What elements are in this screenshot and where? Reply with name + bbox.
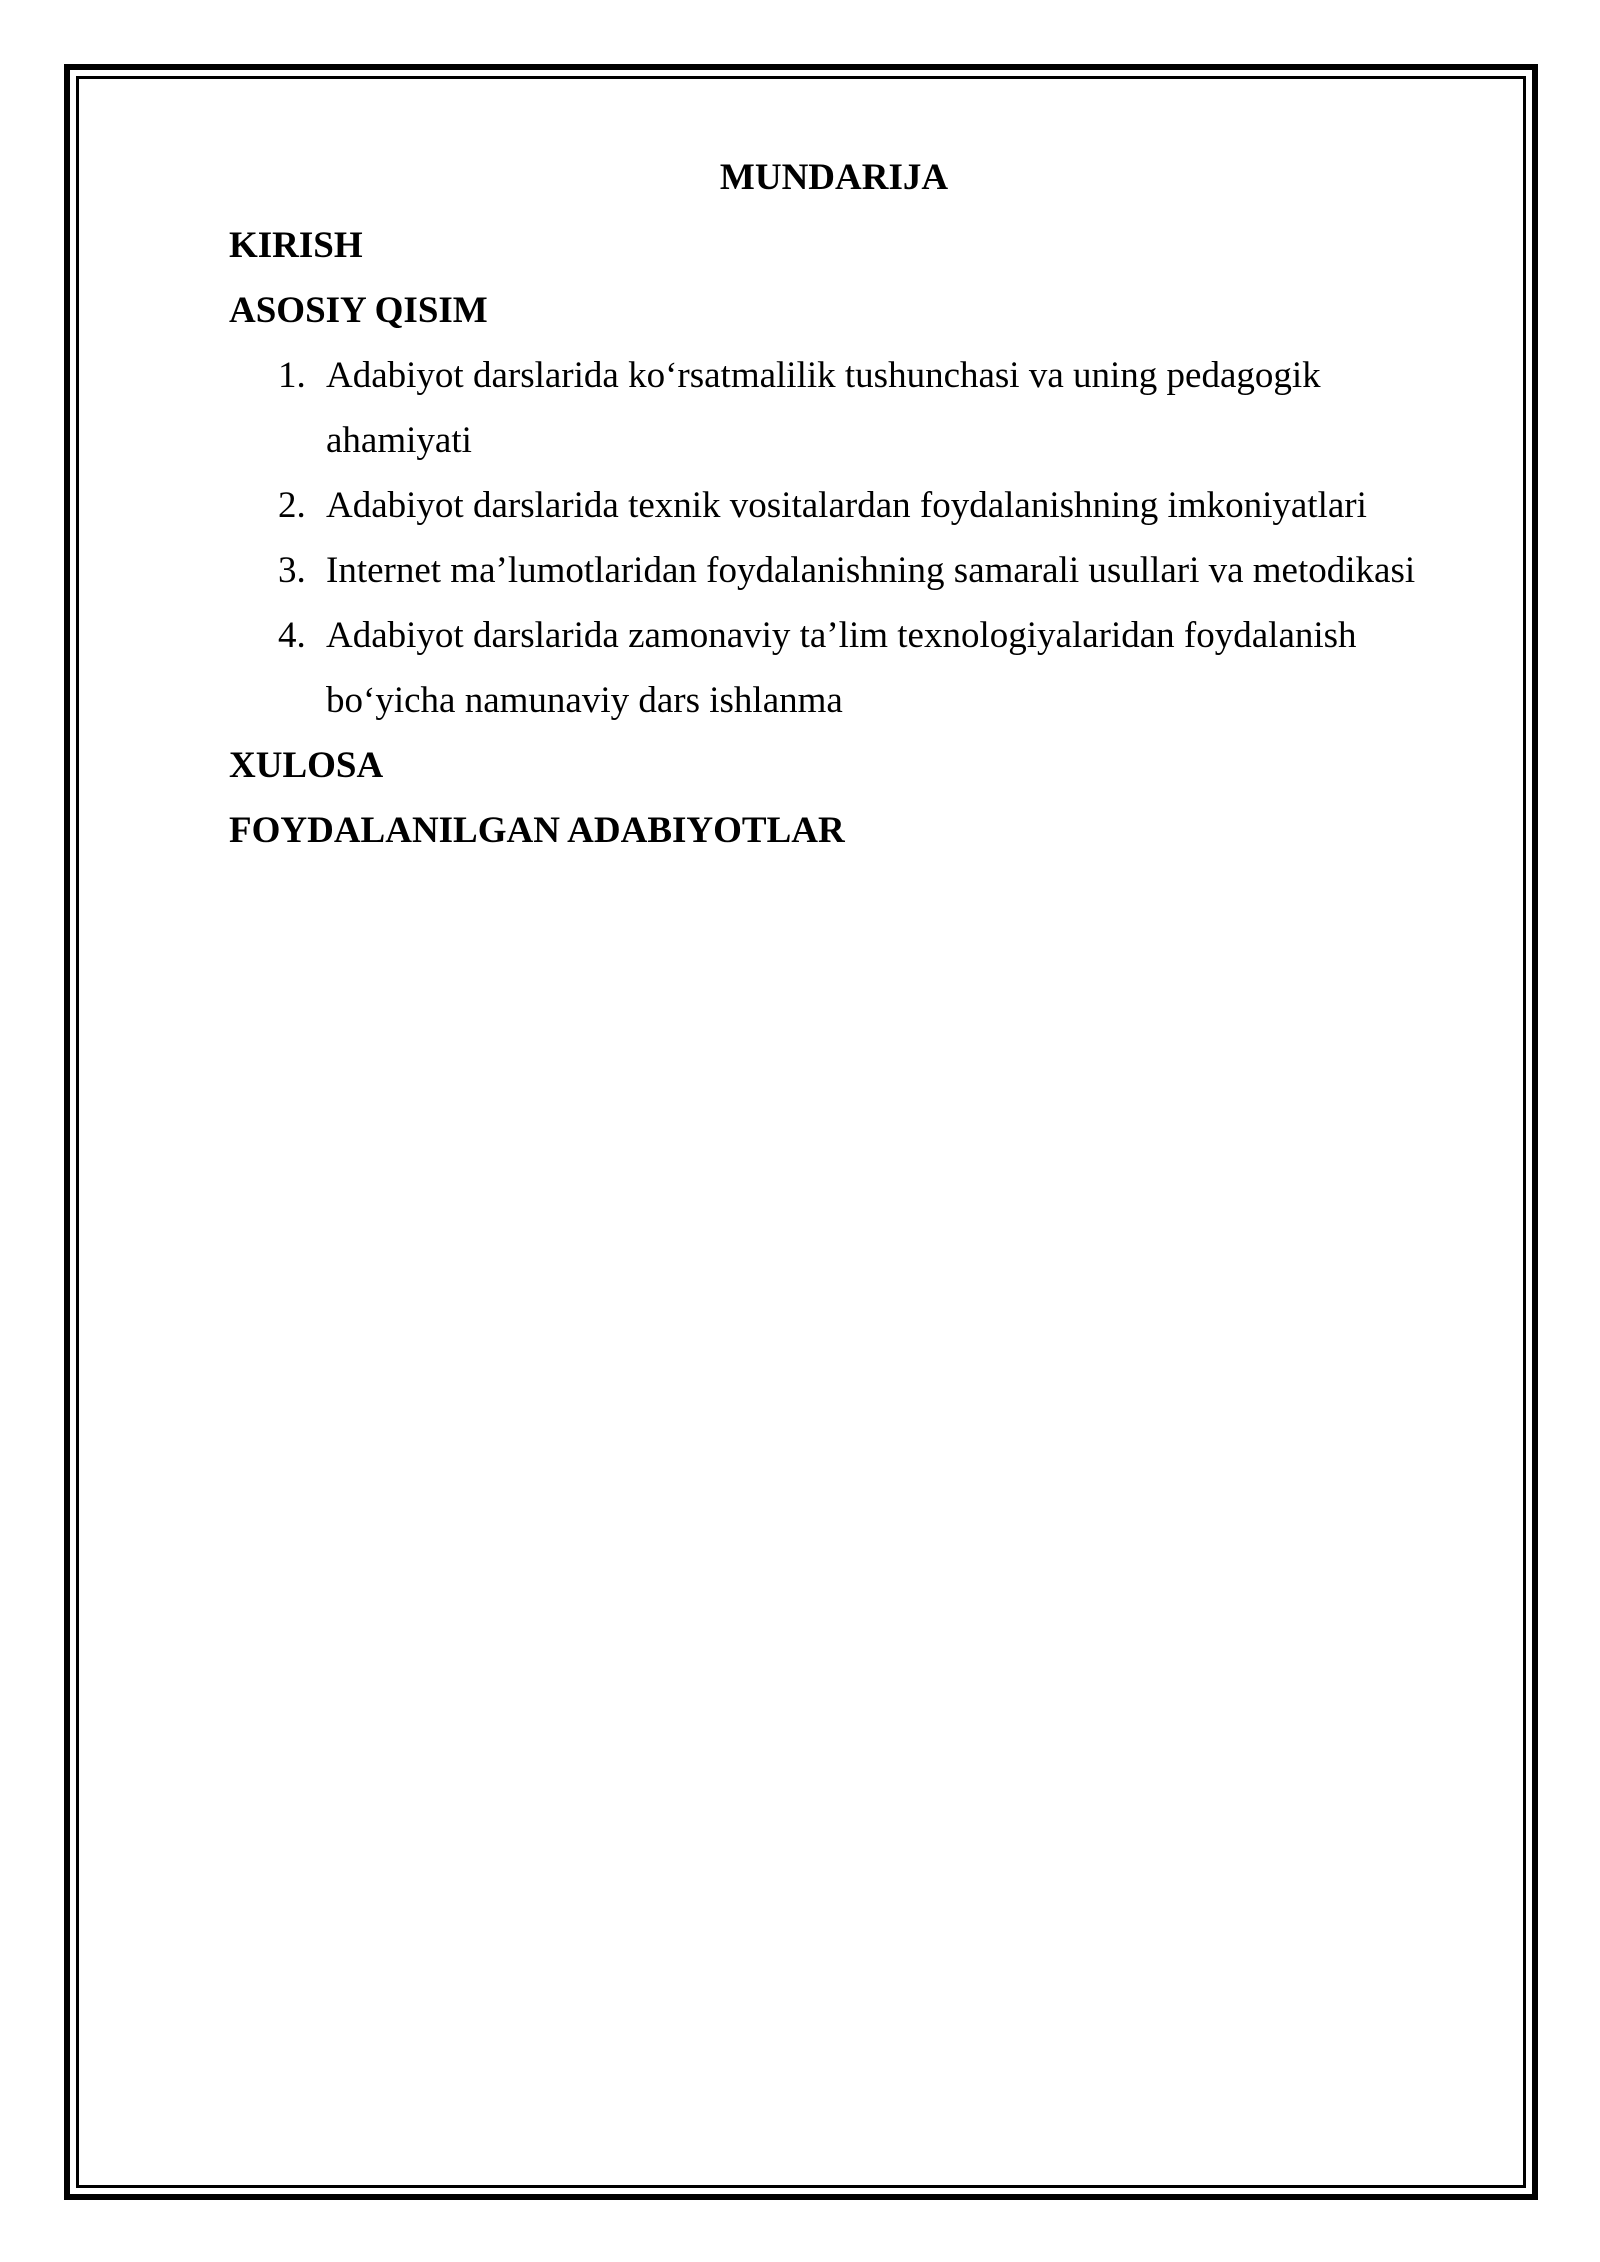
- table-of-contents: [229, 148, 1439, 863]
- toc-item-text: Adabiyot darslarida ko‘rsatmalilik tushunchasi va uning pedagogik ahamiyati: [326, 355, 1321, 461]
- toc-item-text: Adabiyot darslarida zamonaviy ta’lim texnologiyalaridan foydalanish bo‘yicha namunaviy dars ishlanma: [326, 615, 1357, 721]
- toc-item-number-label: 2.: [278, 485, 306, 526]
- toc-item-number: [229, 343, 326, 473]
- toc-heading-conclusion: XULOSA: [229, 745, 384, 786]
- toc-item-1: [229, 343, 1439, 473]
- toc-item-4: [229, 603, 1439, 733]
- toc-heading-main: ASOSIY QISIM: [229, 290, 488, 331]
- toc-title: MUNDARIJA: [719, 157, 949, 198]
- toc-item-number-label: 3.: [278, 550, 306, 591]
- toc-item-3: [229, 538, 1439, 603]
- toc-item-number: [229, 473, 326, 538]
- toc-item-text: Internet ma’lumotlaridan foydalanishning samarali usullari va metodikasi: [326, 550, 1416, 591]
- toc-item-number: [229, 538, 326, 603]
- toc-heading-intro: KIRISH: [229, 225, 363, 266]
- toc-item-number: [229, 603, 326, 733]
- toc-item-number-label: 1.: [278, 355, 306, 396]
- toc-item-2: [229, 473, 1439, 538]
- toc-item-number-label: 4.: [278, 615, 306, 656]
- toc-heading-references: FOYDALANILGAN ADABIYOTLAR: [229, 810, 845, 851]
- toc-main-items: [229, 343, 1439, 733]
- toc-item-text: Adabiyot darslarida texnik vositalardan foydalanishning imkoniyatlari: [326, 485, 1367, 526]
